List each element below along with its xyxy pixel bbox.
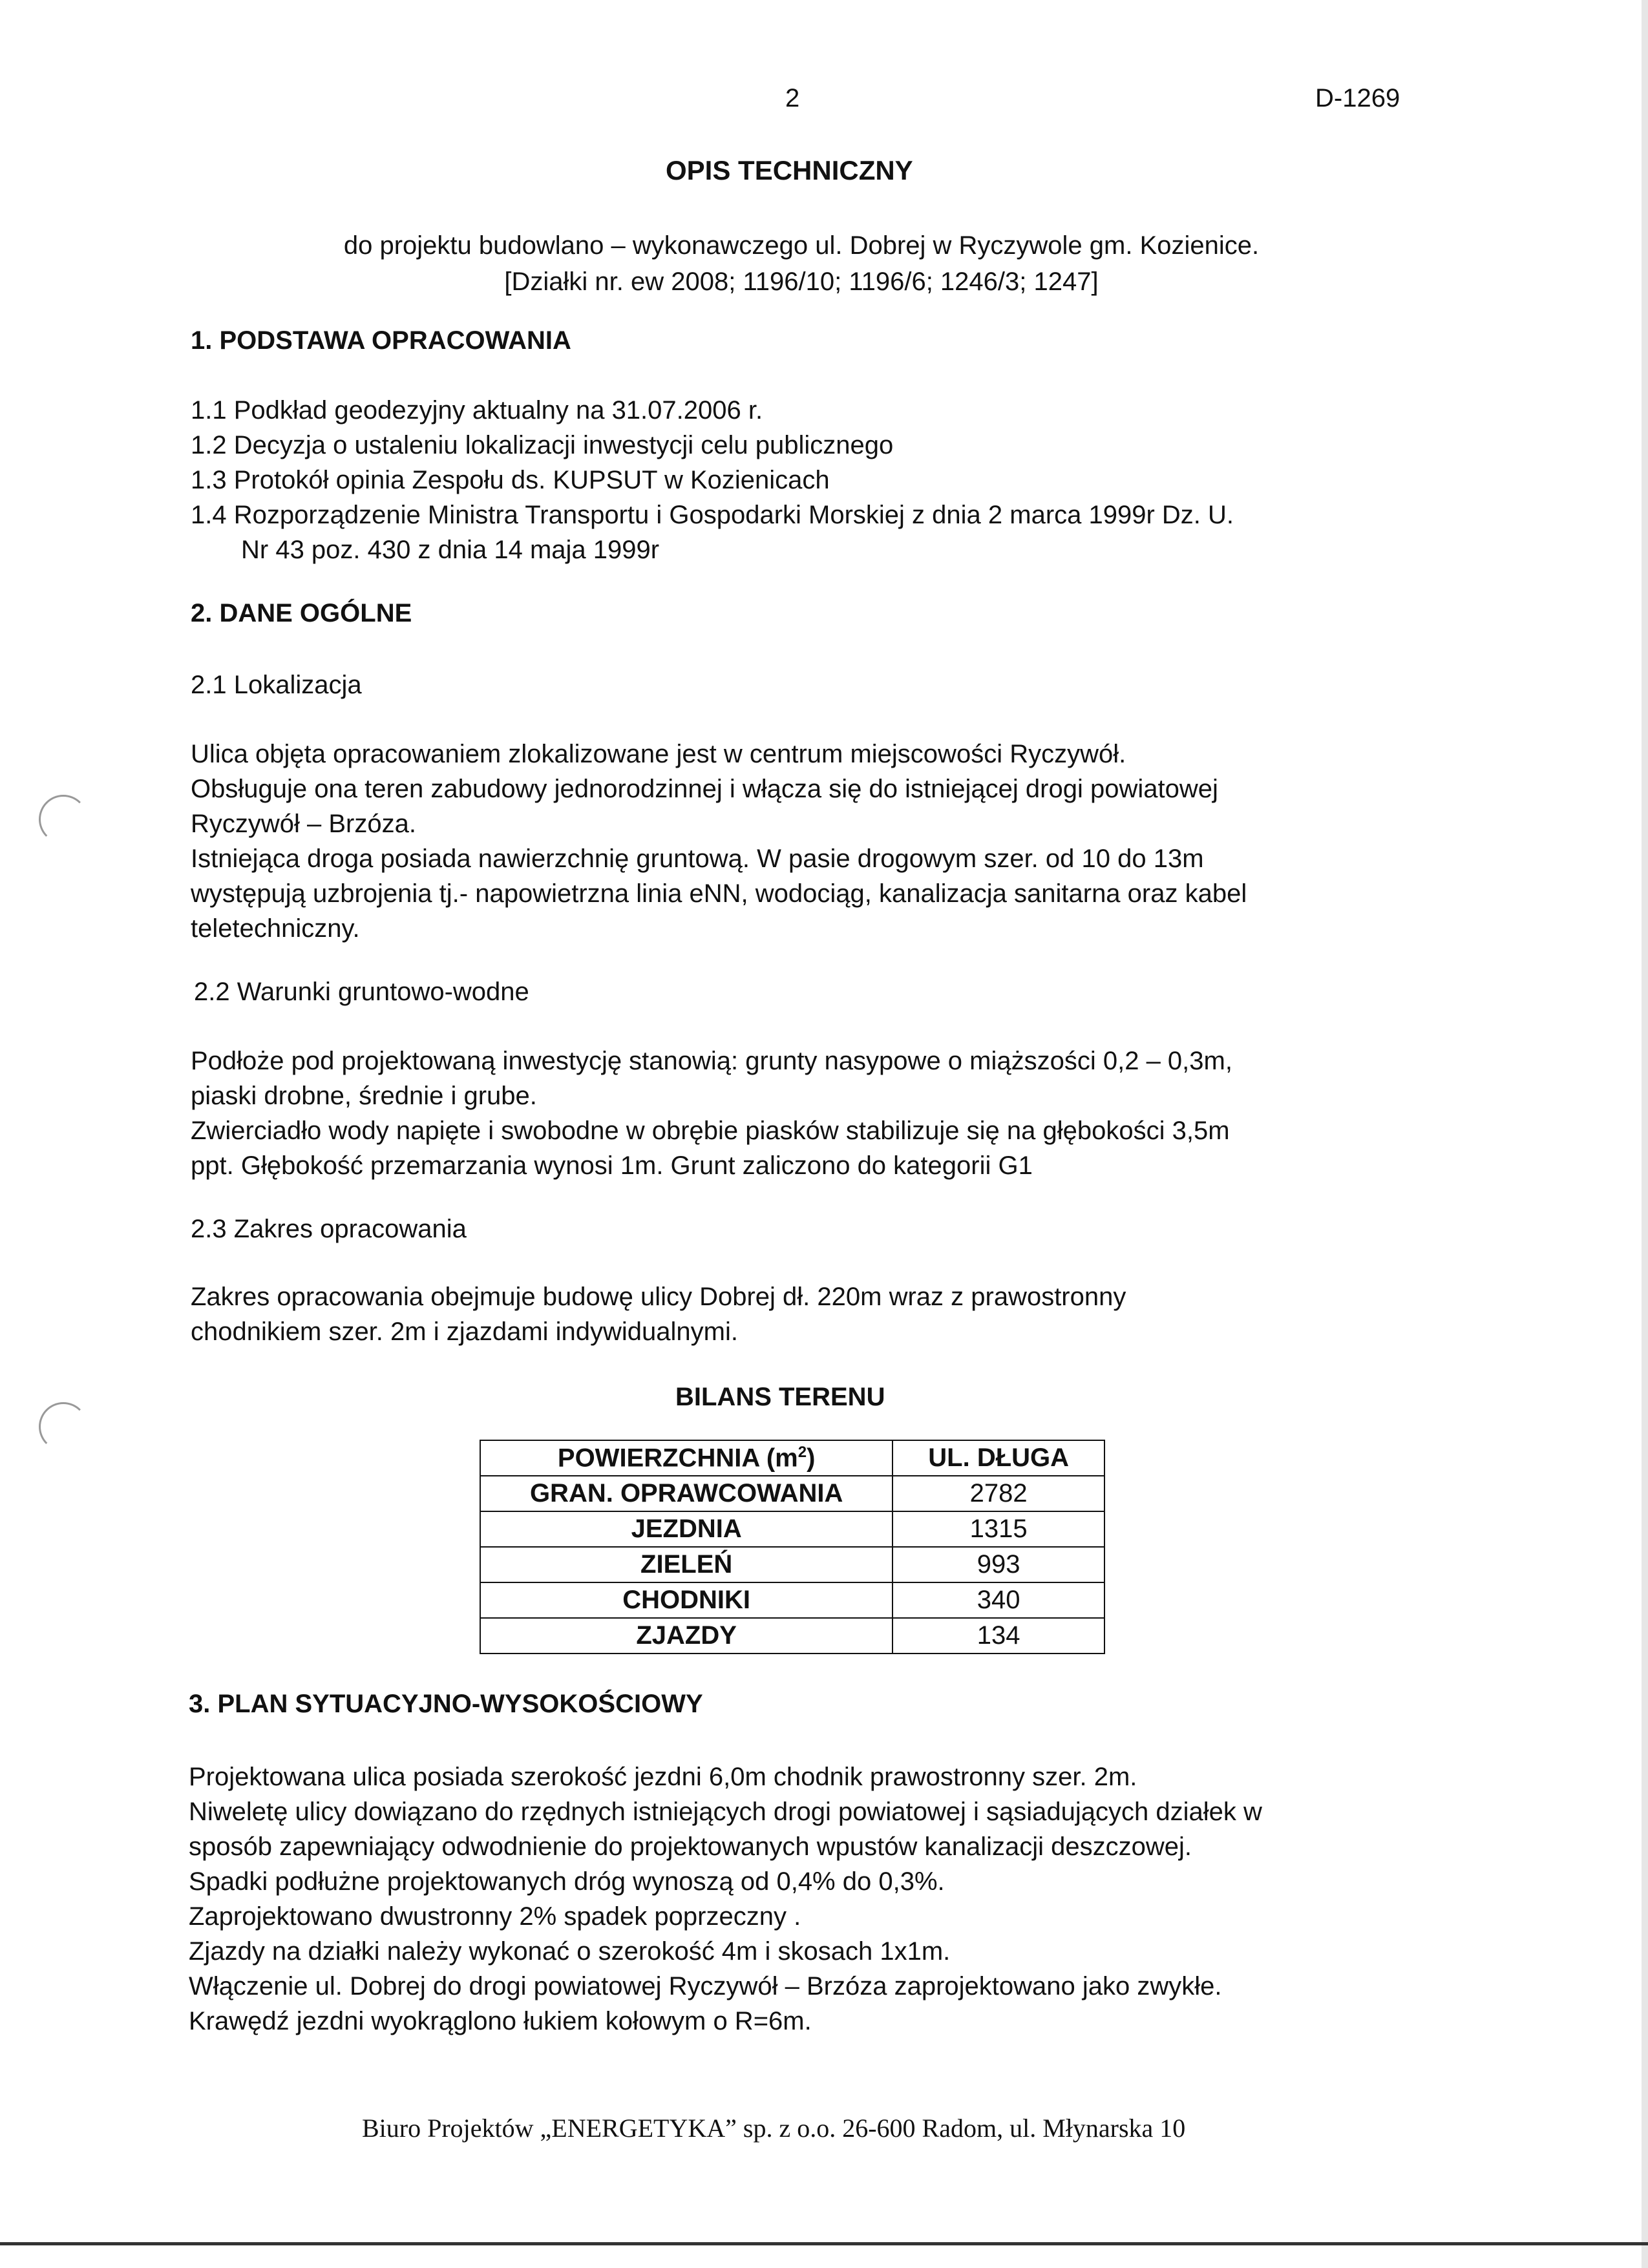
paragraph-line: Zaprojektowano dwustronny 2% spadek poprzeczny . [189,1902,801,1931]
paragraph-line: Projektowana ulica posiada szerokość jezdni 6,0m chodnik prawostronny szer. 2m. [189,1763,1137,1791]
paragraph-line: Zwierciadło wody napięte i swobodne w obrębie piasków stabilizuje się na głębokości 3,5m [191,1117,1230,1145]
paragraph-line: chodnikiem szer. 2m i zjazdami indywidualnymi. [191,1318,738,1346]
table-cell-value: 993 [893,1547,1104,1582]
paragraph-line: piaski drobne, średnie i grube. [191,1082,537,1110]
paragraph [191,1279,1126,1349]
table-header-row [480,1440,1104,1476]
paragraph-line: Ryczywół – Brzóza. [191,810,416,838]
punch-hole-mark [39,795,88,844]
section1-list [191,393,1234,567]
section-heading: 3. PLAN SYTUACYJNO-WYSOKOŚCIOWY [189,1690,703,1718]
table-header-cell: POWIERZCHNIA $(m^2)$ [480,1440,893,1476]
punch-hole-mark [39,1402,88,1451]
paragraph [189,1759,1262,2039]
page-title: OPIS TECHNICZNY [666,155,913,185]
table-cell-label: ZJAZDY [480,1618,893,1654]
subtitle-line: [Działki nr. ew 2008; 1196/10; 1196/6; 1246/3; 1247] [504,268,1099,296]
scan-border-line [0,2242,1648,2245]
paragraph-line: Spadki podłużne projektowanych dróg wynoszą od 0,4% do 0,3%. [189,1867,945,1896]
table-cell-value: 2782 [893,1476,1104,1511]
page-number: 2 [785,84,800,112]
table-row [480,1582,1104,1618]
paragraph-line: Istniejąca droga posiada nawierzchnię gruntową. W pasie drogowym szer. od 10 do 13m [191,845,1204,873]
paragraph-line: Niweletę ulicy dowiązano do rzędnych istniejących drogi powiatowej i sąsiadujących działek w [189,1798,1262,1826]
paragraph-line: Zjazdy na działki należy wykonać o szerokość 4m i skosach 1x1m. [189,1937,951,1966]
section-heading: 2. DANE OGÓLNE [191,599,412,627]
table-cell-value: 134 [893,1618,1104,1654]
paragraph-line: teletechniczny. [191,914,360,943]
paragraph-line: ppt. Głębokość przemarzania wynosi 1m. Grunt zaliczono do kategorii G1 [191,1151,1033,1180]
paragraph-line: Obsługuje ona teren zabudowy jednorodzinnej i włącza się do istniejącej drogi powiatowej [191,775,1218,803]
paragraph-line: Zakres opracowania obejmuje budowę ulicy Dobrej dł. 220m wraz z prawostronny [191,1283,1126,1311]
subtitle [187,227,1415,300]
subsection-heading: 2.1 Lokalizacja [191,671,362,699]
subsection-heading: 2.3 Zakres opracowania [191,1215,467,1243]
table-cell-label: ZIELEŃ [480,1547,893,1582]
subtitle-line: do projektu budowlano – wykonawczego ul. Dobrej w Ryczywole gm. Kozienice. [343,231,1260,260]
paragraph [191,737,1247,946]
table-row [480,1618,1104,1654]
paragraph-line: sposób zapewniający odwodnienie do projektowanych wpustów kanalizacji deszczowej. [189,1832,1192,1861]
paragraph-line: Krawędź jezdni wyokrąglono łukiem kołowym o R=6m. [189,2007,812,2035]
list-item: 1.2 Decyzja o ustaleniu lokalizacji inwestycji celu publicznego [191,431,894,459]
table-cell-label: GRAN. OPRAWCOWANIA [480,1476,893,1511]
table-row [480,1511,1104,1547]
section-heading: 1. PODSTAWA OPRACOWANIA [191,326,571,355]
table-cell-label: CHODNIKI [480,1582,893,1618]
subsection-heading: 2.2 Warunki gruntowo-wodne [194,978,529,1006]
page-footer: Biuro Projektów „ENERGETYKA” sp. z o.o. 26-600 Radom, ul. Młynarska 10 [362,2114,1186,2143]
list-item: 1.4 Rozporządzenie Ministra Transportu i Gospodarki Morskiej z dnia 2 marca 1999r Dz. U. [191,501,1234,529]
document-id: D-1269 [1315,84,1400,112]
list-item: 1.3 Protokół opinia Zespołu ds. KUPSUT w Kozienicach [191,466,830,494]
bilans-table [480,1440,1105,1654]
paragraph-line: Podłoże pod projektowaną inwestycję stanowią: grunty nasypowe o miąższości 0,2 – 0,3m, [191,1047,1232,1075]
table-row [480,1547,1104,1582]
table-cell-label: JEZDNIA [480,1511,893,1547]
table-cell-value: 1315 [893,1511,1104,1547]
paragraph [191,1044,1232,1183]
table-cell-value: 340 [893,1582,1104,1618]
paragraph-line: Ulica objęta opracowaniem zlokalizowane jest w centrum miejscowości Ryczywół. [191,740,1126,768]
list-item: 1.1 Podkład geodezyjny aktualny na 31.07.2006 r. [191,396,763,425]
table-header-cell: UL. DŁUGA [893,1440,1104,1476]
paragraph-line: występują uzbrojenia tj.- napowietrzna linia eNN, wodociąg, kanalizacja sanitarna oraz kabel [191,879,1247,908]
list-item: Nr 43 poz. 430 z dnia 14 maja 1999r [241,536,660,564]
table-row [480,1476,1104,1511]
scan-edge [1642,0,1648,2268]
table-title: BILANS TERENU [675,1383,885,1411]
paragraph-line: Włączenie ul. Dobrej do drogi powiatowej Ryczywół – Brzóza zaprojektowano jako zwykłe. [189,1972,1222,2000]
